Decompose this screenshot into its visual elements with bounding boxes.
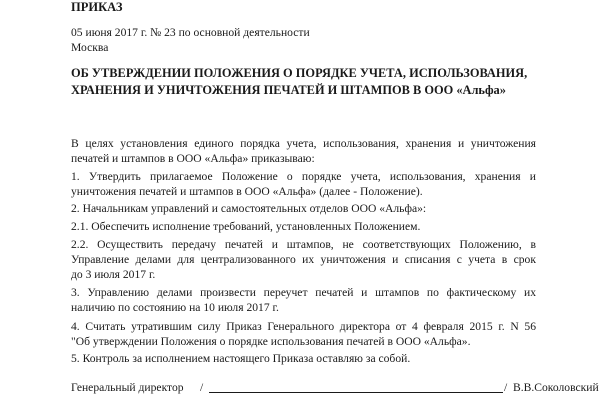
body-line: 2.1. Обеспечить исполнение требований, установленных Положением. bbox=[71, 220, 421, 233]
body-line: 5. Контроль за исполнением настоящего Приказа оставляю за собой. bbox=[71, 352, 411, 365]
body-line: печатей и штампов в ООО «Альфа» приказываю: bbox=[71, 152, 315, 165]
document-type-heading: ПРИКАЗ bbox=[71, 0, 123, 14]
body-line: 2. Начальникам управлений и самостоятельных отделов ООО «Альфа»: bbox=[71, 202, 427, 215]
body-line: 2.2. Осуществить передачу печатей и штампов, не соответствующих Положению, в bbox=[71, 238, 536, 251]
body-line: уничтожения печатей и штампов в ООО «Альфа» (далее - Положение). bbox=[71, 185, 423, 198]
body-line: "Об утверждении Положения о порядке использования печатей в ООО «Альфа». bbox=[71, 335, 471, 348]
document-date-number: 05 июня 2017 г. № 23 по основной деятельности bbox=[71, 26, 310, 39]
signature-slash-left: / bbox=[200, 381, 204, 394]
document-title-line-2: ХРАНЕНИЯ И УНИЧТОЖЕНИЯ ПЕЧАТЕЙ И ШТАМПОВ В ООО «Альфа» bbox=[71, 83, 506, 97]
signature-line bbox=[209, 392, 503, 393]
body-line: 4. Считать утратившим силу Приказ Генерального директора от 4 февраля 2015 г. N 56 bbox=[71, 320, 536, 333]
body-line: 1. Утвердить прилагаемое Положение о порядке учета, использования, хранения и bbox=[71, 170, 536, 183]
document-title-line-1: ОБ УТВЕРЖДЕНИИ ПОЛОЖЕНИЯ О ПОРЯДКЕ УЧЕТА, ИСПОЛЬЗОВАНИЯ, bbox=[71, 66, 528, 80]
signer-position: Генеральный директор bbox=[71, 381, 184, 394]
body-line: 3. Управлению делами произвести переучет печатей и штампов по фактическому их bbox=[71, 286, 536, 299]
body-line: до 3 июля 2017 г. bbox=[71, 268, 156, 281]
body-line: В целях установления единого порядка учета, использования, хранения и уничтожения bbox=[71, 137, 536, 150]
signer-name: В.В.Соколовский bbox=[513, 381, 599, 394]
signature-slash-right: / bbox=[504, 381, 508, 394]
body-line: Управление делами для централизованного их уничтожения и списания с учета в срок bbox=[71, 253, 536, 266]
document-city: Москва bbox=[71, 41, 109, 54]
body-line: наличию по состоянию на 10 июля 2017 г. bbox=[71, 301, 279, 314]
